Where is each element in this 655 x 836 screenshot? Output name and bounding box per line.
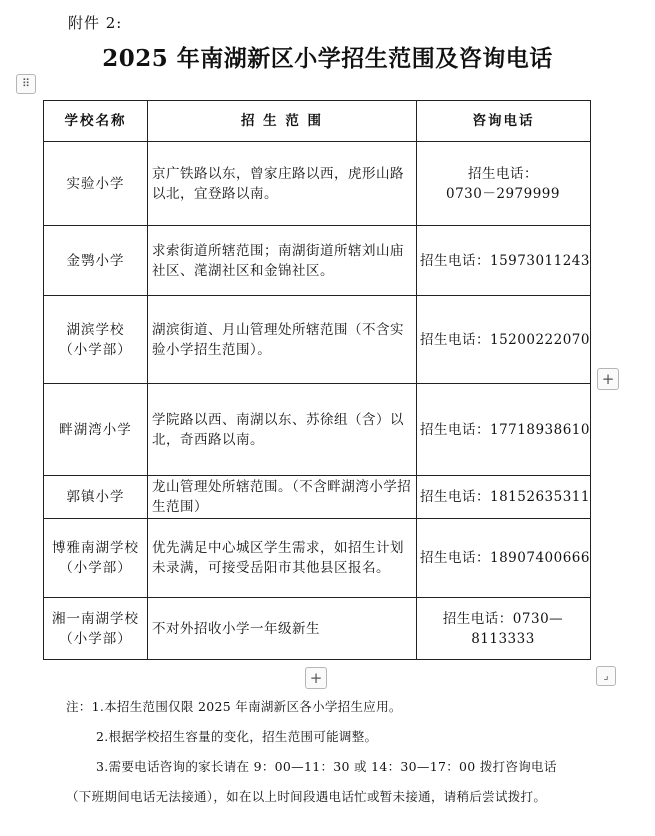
note-3: 3.需要电话咨询的家长请在 9：00—11：30 或 14：30—17：00 拨打咨询电话（下班期间电话无法接通），如在以上时间段遇电话忙或暂未接通，请稍后尝试拨打。 <box>66 759 557 804</box>
header-school-name: 学校名称 <box>44 101 148 142</box>
school-name-cell <box>44 384 148 476</box>
phone-cell <box>417 142 591 226</box>
phone-cell: 招生电话：18907400666 <box>417 519 591 598</box>
phone-cell: 招生电话：0730—8113333 <box>417 598 591 660</box>
table-row <box>44 519 591 598</box>
table-row <box>44 384 591 476</box>
header-enrollment-range: 招 生 范 围 <box>148 101 417 142</box>
range-cell: 湖滨街道、月山管理处所辖范围（不含实验小学招生范围）。 <box>148 296 417 384</box>
note-1: 注：1.本招生范围仅限 2025 年南湖新区各小学招生应用。 <box>66 699 402 714</box>
table-row <box>44 142 591 226</box>
phone-cell: 招生电话：17718938610 <box>417 384 591 476</box>
phone-cell: 招生电话：15200222070 <box>417 296 591 384</box>
school-name: 畔湖湾小学 <box>59 421 132 438</box>
school-name: 郭镇小学 <box>66 489 125 505</box>
range-cell: 龙山管理处所辖范围。（不含畔湖湾小学招生范围） <box>148 476 417 519</box>
school-name: 湘一南湖学校 <box>52 610 139 627</box>
table-move-handle-icon[interactable]: ⠿ <box>16 74 36 94</box>
school-name-cell <box>44 598 148 660</box>
school-name-cell <box>44 142 148 226</box>
school-name-cell <box>44 519 148 598</box>
table-row <box>44 476 591 519</box>
note-2: 2.根据学校招生容量的变化，招生范围可能调整。 <box>96 729 378 744</box>
range-cell: 不对外招收小学一年级新生 <box>148 598 417 660</box>
school-name-cell <box>44 226 148 296</box>
phone-cell: 招生电话：18152635311 <box>417 476 591 519</box>
add-column-plus-icon[interactable]: + <box>597 368 619 390</box>
school-name-cell <box>44 296 148 384</box>
school-division: （小学部） <box>59 560 132 576</box>
school-name-cell <box>44 476 148 519</box>
enrollment-table <box>43 100 591 660</box>
notes-section <box>66 692 576 812</box>
header-contact-phone: 咨询电话 <box>417 101 591 142</box>
range-cell: 求索街道所辖范围；南湖街道所辖刘山庙社区、滗湖社区和金锦社区。 <box>148 226 417 296</box>
phone-cell: 招生电话：15973011243 <box>417 226 591 296</box>
page-title: 2025 年南湖新区小学招生范围及咨询电话 <box>102 45 553 72</box>
school-name: 博雅南湖学校 <box>52 540 139 556</box>
table-row <box>44 598 591 660</box>
phone-number: 0730－2979999 <box>446 185 560 202</box>
add-row-plus-icon[interactable]: + <box>305 667 327 689</box>
table-row <box>44 296 591 384</box>
school-name: 实验小学 <box>66 175 125 192</box>
phone-label: 招生电话： <box>468 165 538 182</box>
school-division: （小学部） <box>59 630 132 647</box>
range-cell: 学院路以西、南湖以东、苏徐组（含）以北，奇西路以南。 <box>148 384 417 476</box>
table-row <box>44 226 591 296</box>
table-header-row <box>44 101 591 142</box>
table-resize-corner-icon[interactable]: ⌟ <box>596 666 616 686</box>
range-cell: 优先满足中心城区学生需求，如招生计划未录满，可接受岳阳市其他县区报名。 <box>148 519 417 598</box>
range-cell: 京广铁路以东，曾家庄路以西，虎形山路以北，宜登路以南。 <box>148 142 417 226</box>
attachment-label: 附件 2: <box>68 14 123 32</box>
school-name: 湖滨学校 <box>66 321 125 338</box>
school-name: 金鹗小学 <box>66 252 125 269</box>
school-division: （小学部） <box>59 341 132 358</box>
